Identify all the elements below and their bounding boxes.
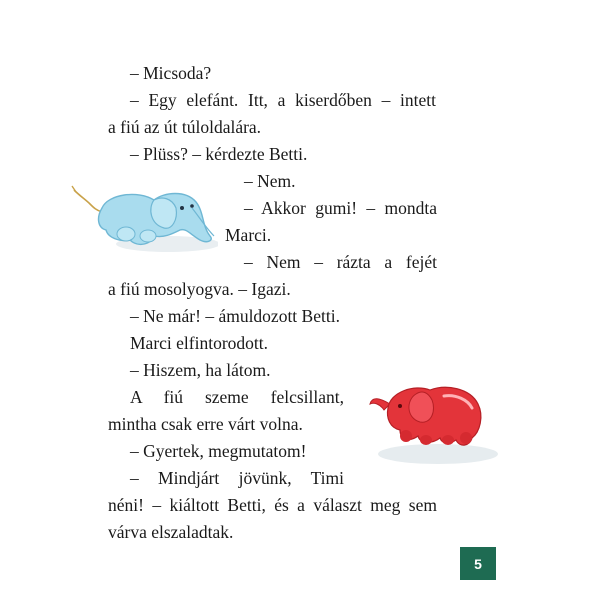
text-line: a fiú mosolyogva. – Igazi. bbox=[108, 279, 291, 299]
text-line: – Micsoda? bbox=[130, 63, 212, 83]
text-line: – Ne már! – ámuldozott Betti. bbox=[130, 306, 340, 326]
text-line: – Akkor gumi! – mondta bbox=[244, 198, 437, 218]
page-number-badge bbox=[460, 547, 496, 580]
text-line: – Hiszem, ha látom. bbox=[130, 360, 271, 380]
text-line: A fiú szeme felcsillant, bbox=[130, 387, 344, 407]
page-number: 5 bbox=[474, 555, 482, 572]
text-line: – Nem. bbox=[244, 171, 296, 191]
text-line: Marci. bbox=[225, 225, 272, 245]
text-line: a fiú az út túloldalára. bbox=[108, 117, 262, 137]
text-line: – Egy elefánt. Itt, a kiserdőben – intett bbox=[130, 90, 436, 110]
text-line: Marci elfintorodott. bbox=[130, 333, 269, 353]
text-line: – Mindjárt jövünk, Timi bbox=[130, 468, 344, 488]
red-gummy-elephant-illustration bbox=[360, 374, 500, 466]
text-line: – Plüss? – kérdezte Betti. bbox=[130, 144, 308, 164]
text-line: – Nem – rázta a fejét bbox=[244, 252, 437, 272]
text-line: – Gyertek, megmutatom! bbox=[130, 441, 307, 461]
text-line: néni! – kiáltott Betti, és a választ meg sem bbox=[108, 495, 437, 515]
text-line: mintha csak erre várt volna. bbox=[108, 414, 303, 434]
blue-plush-elephant-illustration bbox=[68, 178, 218, 256]
text-line: várva elszaladtak. bbox=[108, 522, 234, 542]
